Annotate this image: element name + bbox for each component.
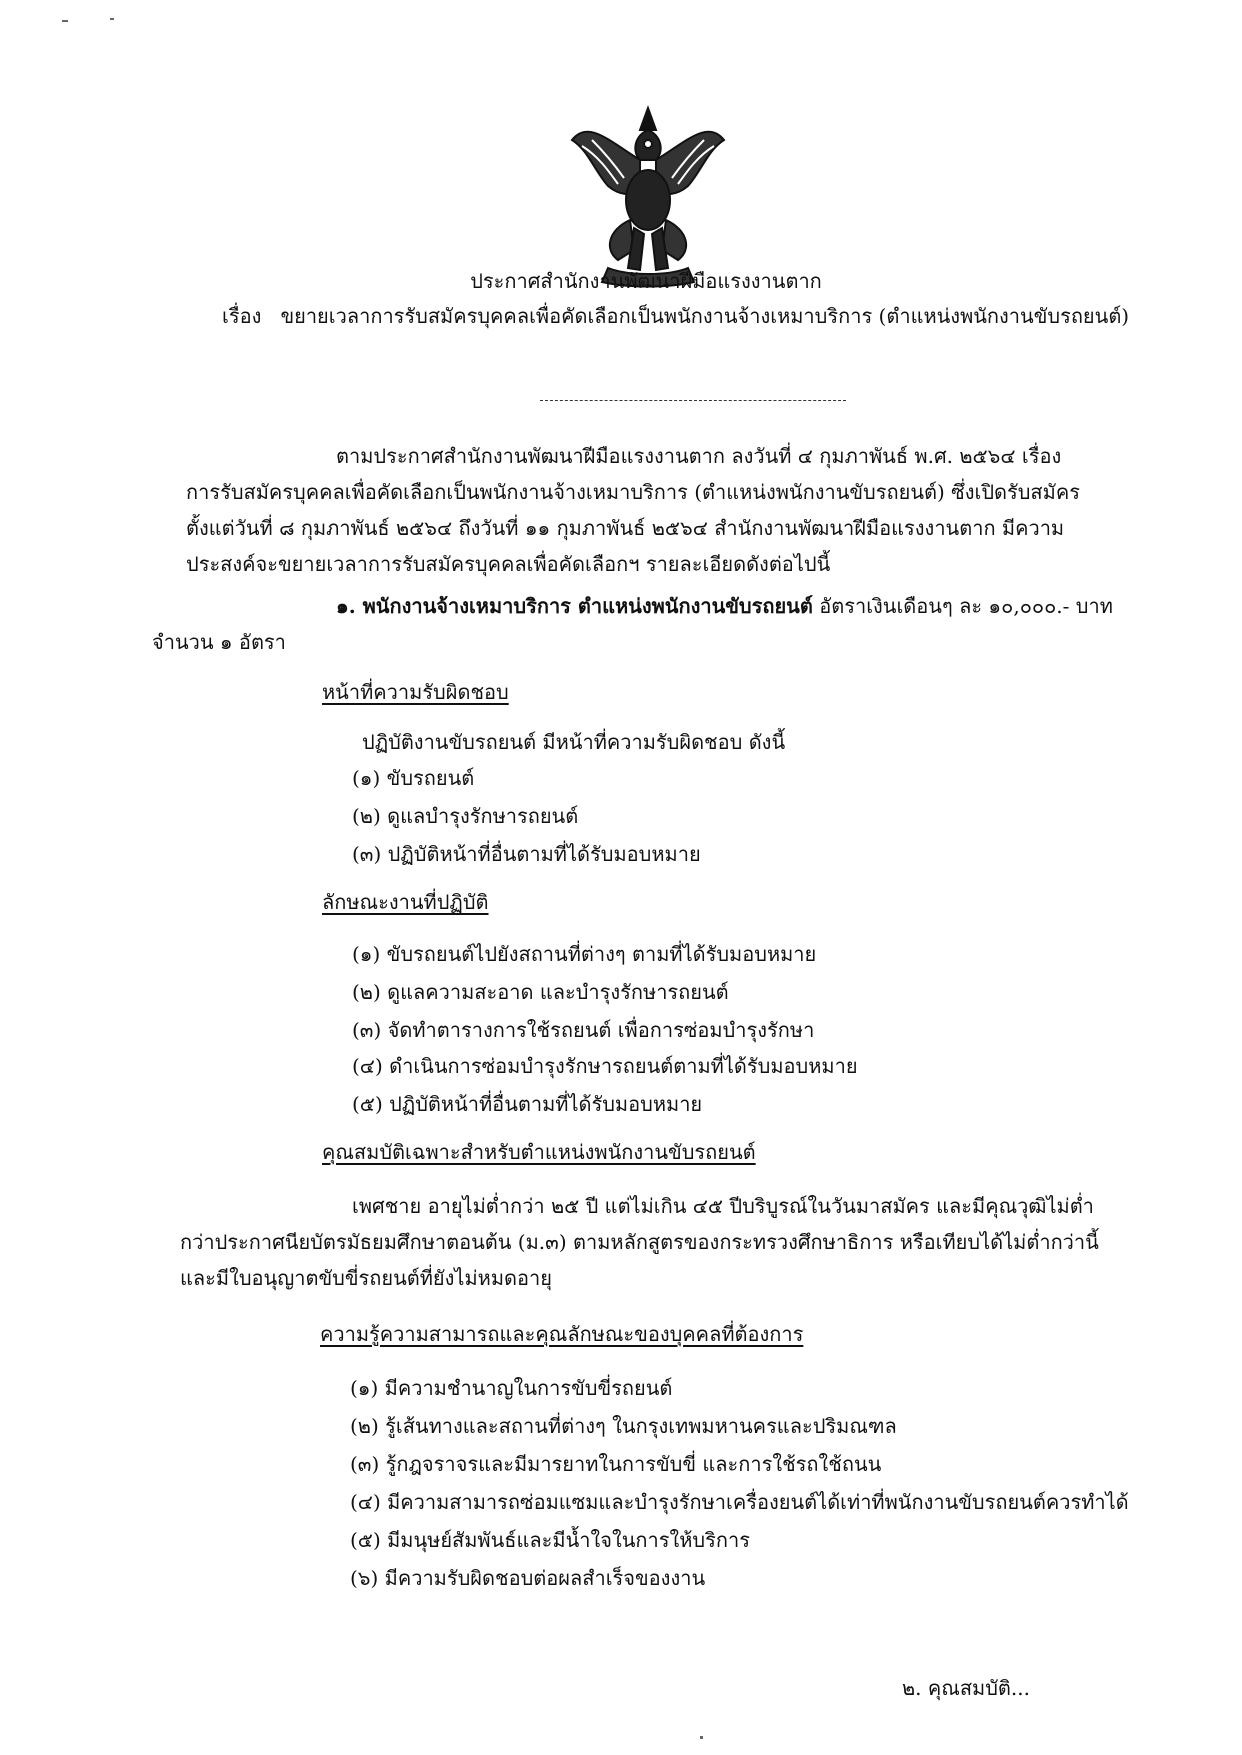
work-item: (๔) ดำเนินการซ่อมบำรุงรักษารถยนต์ตามที่ได้รับมอบหมาย: [352, 1054, 858, 1078]
duty-item: (๑) ขับรถยนต์: [352, 766, 475, 790]
work-item: (๑) ขับรถยนต์ไปยังสถานที่ต่างๆ ตามที่ได้รับมอบหมาย: [352, 942, 817, 966]
knowledge-item: (๒) รู้เส้นทางและสถานที่ต่างๆ ในกรุงเทพมหานครและปริมณฑล: [350, 1414, 897, 1438]
intro-line-2: การรับสมัครบุคคลเพื่อคัดเลือกเป็นพนักงานจ้างเหมาบริการ (ตำแหน่งพนักงานขับรถยนต์) ซึ่งเปิดรับสมัคร: [186, 480, 1080, 504]
knowledge-item: (๔) มีความสามารถซ่อมแซมและบำรุงรักษาเครื่องยนต์ได้เท่าที่พนักงานขับรถยนต์ควรทำได้: [350, 1490, 1129, 1514]
work-item: (๒) ดูแลความสะอาด และบำรุงรักษารถยนต์: [352, 980, 729, 1004]
subject-text: ขยายเวลาการรับสมัครบุคคลเพื่อคัดเลือกเป็นพนักงานจ้างเหมาบริการ (ตำแหน่งพนักงานขับรถยนต์): [280, 304, 1130, 328]
position-heading: [336, 590, 1113, 622]
intro-line-3: ตั้งแต่วันที่ ๘ กุมภาพันธ์ ๒๕๖๔ ถึงวันที่ ๑๑ กุมภาพันธ์ ๒๕๖๔ สำนักงานพัฒนาฝีมือแรงงานตาก มีความ: [186, 516, 1065, 540]
separator-line: [540, 400, 846, 401]
qualification-heading: คุณสมบัติเฉพาะสำหรับตำแหน่งพนักงานขับรถยนต์: [322, 1140, 756, 1164]
intro-line-1: ตามประกาศสำนักงานพัฒนาฝีมือแรงงานตาก ลงวันที่ ๔ กุมภาพันธ์ พ.ศ. ๒๕๖๔ เรื่อง: [336, 444, 1062, 468]
work-item: (๕) ปฏิบัติหน้าที่อื่นตามที่ได้รับมอบหมาย: [352, 1092, 703, 1116]
duties-heading: หน้าที่ความรับผิดชอบ: [322, 680, 509, 704]
scan-speck: [62, 20, 68, 22]
work-heading: ลักษณะงานที่ปฏิบัติ: [322, 890, 489, 914]
duty-item: (๒) ดูแลบำรุงรักษารถยนต์: [352, 804, 579, 828]
duty-item: (๓) ปฏิบัติหน้าที่อื่นตามที่ได้รับมอบหมาย: [352, 842, 701, 866]
qualification-line-3: และมีใบอนุญาตขับขี่รถยนต์ที่ยังไม่หมดอายุ: [180, 1266, 552, 1290]
duties-lead: ปฏิบัติงานขับรถยนต์ มีหน้าที่ความรับผิดชอบ ดังนี้: [362, 730, 786, 754]
position-salary: อัตราเงินเดือนๆ ละ ๑๐,๐๐๐.- บาท: [819, 594, 1113, 618]
continuation-note: ๒. คุณสมบัติ...: [902, 1676, 1030, 1700]
knowledge-item: (๑) มีความชำนาญในการขับขี่รถยนต์: [350, 1376, 673, 1400]
knowledge-heading: ความรู้ความสามารถและคุณลักษณะของบุคคลที่ต้องการ: [320, 1322, 804, 1346]
scan-speck: [700, 1736, 703, 1739]
knowledge-item: (๓) รู้กฎจราจรและมีมารยาทในการขับขี่ และการใช้รถใช้ถนน: [350, 1452, 882, 1476]
work-item: (๓) จัดทำตารางการใช้รถยนต์ เพื่อการซ่อมบำรุงรักษา: [352, 1018, 815, 1042]
scan-speck: [110, 18, 114, 20]
intro-line-4: ประสงค์จะขยายเวลาการรับสมัครบุคคลเพื่อคัดเลือกฯ รายละเอียดดังต่อไปนี้: [186, 552, 831, 576]
subject-line: [222, 300, 1129, 332]
knowledge-item: (๖) มีความรับผิดชอบต่อผลสำเร็จของงาน: [350, 1566, 706, 1590]
qualification-line-2: กว่าประกาศนียบัตรมัธยมศึกษาตอนต้น (ม.๓) ตามหลักสูตรของกระทรวงศึกษาธิการ หรือเทียบได้ไม่ต่ำกว่านี้: [180, 1230, 1099, 1254]
position-count: จำนวน ๑ อัตรา: [152, 630, 286, 654]
garuda-emblem-icon: [568, 100, 728, 290]
subject-label: เรื่อง: [222, 304, 262, 328]
position-title: ๑. พนักงานจ้างเหมาบริการ ตำแหน่งพนักงานขับรถยนต์: [336, 594, 813, 618]
qualification-line-1: เพศชาย อายุไม่ต่ำกว่า ๒๕ ปี แต่ไม่เกิน ๔๕ ปีบริบูรณ์ในวันมาสมัคร และมีคุณวุฒิไม่ต่ำ: [352, 1194, 1094, 1218]
document-title: ประกาศสำนักงานพัฒนาฝีมือแรงงานตาก: [470, 269, 822, 293]
knowledge-item: (๕) มีมนุษย์สัมพันธ์และมีน้ำใจในการให้บริการ: [350, 1528, 750, 1552]
